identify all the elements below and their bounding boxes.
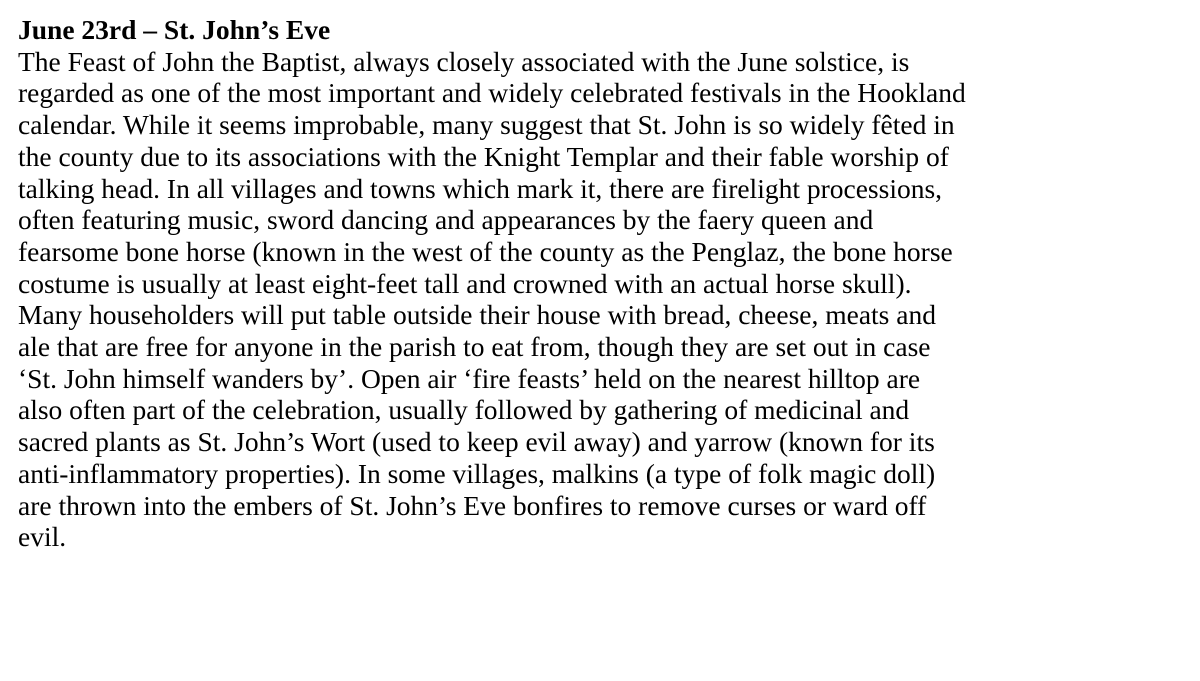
paragraph-line: Many householders will put table outside their house with bread, cheese, meats and: [18, 299, 936, 331]
paragraph-line: ale that are free for anyone in the parish to eat from, though they are set out in case: [18, 331, 931, 363]
document-paragraph: [18, 46, 1193, 553]
paragraph-line: sacred plants as St. John’s Wort (used to keep evil away) and yarrow (known for its: [18, 426, 935, 458]
paragraph-line: are thrown into the embers of St. John’s Eve bonfires to remove curses or ward off: [18, 489, 927, 521]
paragraph-line: The Feast of John the Baptist, always closely associated with the June solstice, is: [18, 45, 910, 77]
paragraph-line: costume is usually at least eight-feet tall and crowned with an actual horse skull).: [18, 267, 912, 299]
paragraph-line: calendar. While it seems improbable, many suggest that St. John is so widely fêted in: [18, 109, 955, 141]
document-heading: June 23rd – St. John’s Eve: [18, 14, 331, 45]
paragraph-line: fearsome bone horse (known in the west of the county as the Penglaz, the bone horse: [18, 235, 953, 267]
paragraph-line: also often part of the celebration, usually followed by gathering of medicinal and: [18, 394, 910, 426]
paragraph-line: regarded as one of the most important and widely celebrated festivals in the Hookland: [18, 77, 966, 109]
paragraph-line: often featuring music, sword dancing and appearances by the faery queen and: [18, 204, 874, 236]
paragraph-line: the county due to its associations with the Knight Templar and their fable worship of: [18, 140, 949, 172]
paragraph-line: anti-inflammatory properties). In some villages, malkins (a type of folk magic doll): [18, 457, 936, 489]
paragraph-line: evil.: [18, 521, 67, 553]
paragraph-line: ‘St. John himself wanders by’. Open air ‘fire feasts’ held on the nearest hilltop are: [18, 362, 921, 394]
paragraph-line: talking head. In all villages and towns which mark it, there are firelight processions,: [18, 172, 943, 204]
document: [18, 10, 1193, 553]
